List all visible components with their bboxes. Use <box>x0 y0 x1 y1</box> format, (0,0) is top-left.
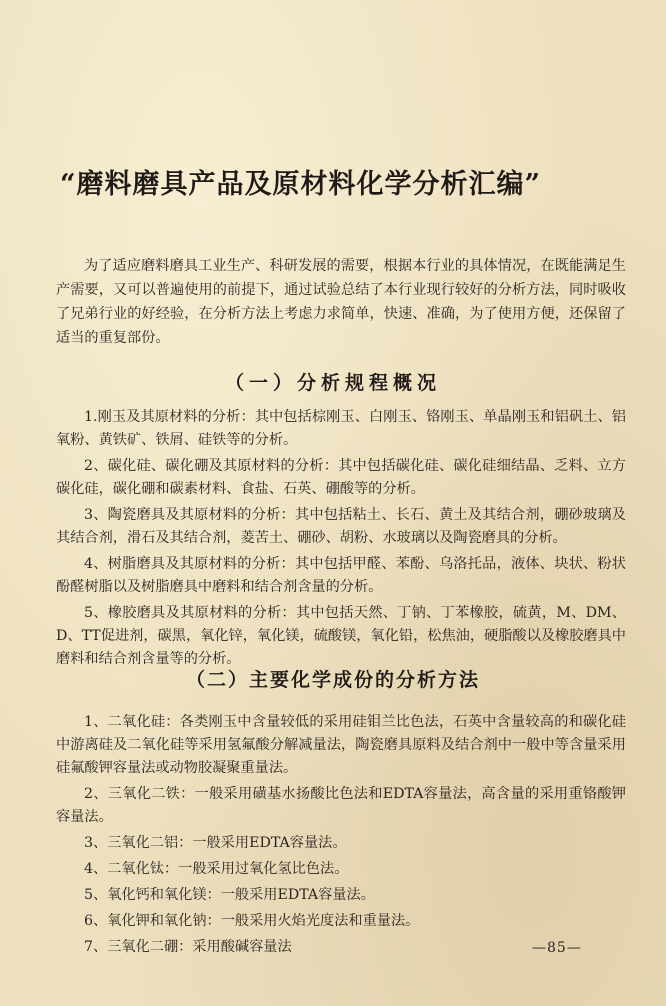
section-heading-methods: （二）主要化学成份的分析方法 <box>185 669 480 691</box>
list-item: 6、氧化钾和氧化钠：一般采用火焰光度法和重量法。 <box>84 913 420 929</box>
list-item: 2、碳化硅、碳化硼及其原材料的分析：其中包括碳化硅、碳化硅细结晶、乏料、立方碳化硅，碳化硼和碳素材料、食盐、石英、硼酸等的分析。 <box>56 458 626 497</box>
list-item: 5、橡胶磨具及其原材料的分析：其中包括天然、丁钠、丁苯橡胶，硫黄，M、DM、D、TT促进剂，碳黑，氧化锌，氧化镁，硫酸镁，氧化铅，松焦油，硬脂酸以及橡胶磨具中磨料和结合剂含量等的分析。 <box>56 605 626 667</box>
intro-paragraph: 为了适应磨料磨具工业生产、科研发展的需要，根据本行业的具体情况，在既能满足生产需要，又可以普遍使用的前提下，通过试验总结了本行业现行较好的分析方法，同时吸收了兄弟行业的好经验，在分析方法上考虑力求简单，快速、准确，为了使用方便，还保留了适当的重复部份。 <box>56 258 626 346</box>
list-item: 3、陶瓷磨具及其原材料的分析：其中包括粘土、长石、黄土及其结合剂，硼砂玻璃及其结合剂，滑石及其结合剂，菱苦土、硼砂、胡粉、水玻璃以及陶瓷磨具的分析。 <box>56 507 626 546</box>
list-item: 5、氧化钙和氧化镁：一般采用EDTA容量法。 <box>84 887 375 903</box>
document-title: “磨料磨具产品及原材料化学分析汇编” <box>60 169 542 200</box>
list-item: 7、三氧化二硼：采用酸碱容量法 <box>84 939 292 955</box>
list-item: 4、树脂磨具及其原材料的分析：其中包括甲醛、苯酚、乌洛托品，液体、块状、粉状酚醛树脂以及树脂磨具中磨料和结合剂含量的分析。 <box>56 556 626 595</box>
list-item: 3、三氧化二铝：一般采用EDTA容量法。 <box>84 835 347 851</box>
section-list-methods <box>56 711 626 962</box>
section-list-overview <box>56 406 626 674</box>
page-number: —85— <box>532 940 582 956</box>
list-item: 4、二氧化钛：一般采用过氧化氢比色法。 <box>84 861 349 877</box>
section-heading-overview: （一）分析规程概况 <box>224 372 441 394</box>
list-item: 1、二氧化硅：各类刚玉中含量较低的采用硅钼兰比色法，石英中含量较高的和碳化硅中游离硅及二氧化硅等采用氢氟酸分解减量法，陶瓷磨具原料及结合剂中一般中等含量采用硅氟酸钾容量法或动物胶凝聚重量法。 <box>56 714 626 776</box>
list-item: 2、三氧化二铁：一般采用磺基水扬酸比色法和EDTA容量法，高含量的采用重铬酸钾容量法。 <box>56 786 626 825</box>
list-item: 1.刚玉及其原材料的分析：其中包括棕刚玉、白刚玉、铬刚玉、单晶刚玉和铝矾土、铝氧粉、黄铁矿、铁屑、硅铁等的分析。 <box>56 409 626 448</box>
